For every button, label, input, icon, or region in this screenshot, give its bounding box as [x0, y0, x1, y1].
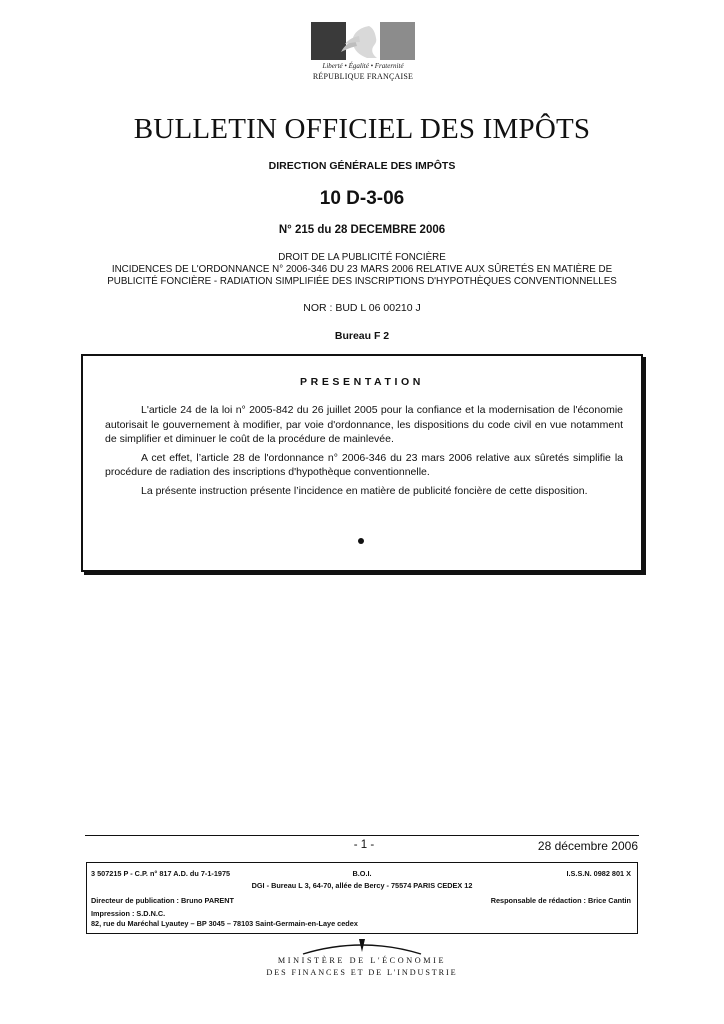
imprint-address: DGI - Bureau L 3, 64-70, allée de Bercy - 75574 PARIS CEDEX 12 — [251, 881, 473, 890]
ministry-line-1: MINISTÈRE DE L'ÉCONOMIE — [277, 956, 447, 965]
presentation-paragraph: La présente instruction présente l’incidence en matière de publicité foncière de cette disposition. — [141, 484, 588, 497]
bureau-label: Bureau F 2 — [334, 330, 390, 342]
issue-number: N° 215 du 28 DECEMBRE 2006 — [278, 224, 446, 236]
marianne-profile-icon — [311, 22, 415, 60]
subject-line-2: INCIDENCES DE L'ORDONNANCE N° 2006-346 DU 23 MARS 2006 RELATIVE AUX SÛRETÉS EN MATIÈRE DE — [111, 264, 613, 275]
presentation-paragraph: L'article 24 de la loi n° 2005-842 du 26 juillet 2005 pour la confiance et la modernisation de l'économie autorisait le gouvernement à modifier, par voie d'ordonnance, les dispositions du code civil en vue notamment de simplifier et diminuer le coût de la procédure de mainlevée. — [105, 404, 623, 446]
imprint-cppap: 3 507215 P - C.P. n° 817 A.D. du 7-1-1975 — [91, 869, 231, 878]
logo-motto: Liberté • Égalité • Fraternité — [322, 62, 404, 70]
presentation-title: PRESENTATION — [300, 376, 424, 388]
footer-date: 28 décembre 2006 — [537, 839, 638, 853]
footer-divider — [85, 835, 639, 836]
ministry-arc-icon — [0, 938, 724, 958]
page-number: - 1 - — [353, 839, 375, 851]
subject-line-3: PUBLICITÉ FONCIÈRE - RADIATION SIMPLIFIÉE DES INSCRIPTIONS D'HYPOTHÈQUES CONVENTIONNELLES — [107, 276, 617, 287]
subject-line-1: DROIT DE LA PUBLICITÉ FONCIÈRE — [278, 252, 446, 263]
ministry-logo — [0, 938, 724, 988]
imprint-printer-address: 82, rue du Maréchal Lyautey – BP 3045 – 78103 Saint-Germain-en-Laye cedex — [91, 919, 358, 928]
logo-republic-text: RÉPUBLIQUE FRANÇAISE — [312, 72, 414, 81]
nor-reference: NOR : BUD L 06 00210 J — [303, 302, 421, 314]
document-reference: 10 D-3-06 — [319, 188, 405, 209]
imprint-printer: Impression : S.D.N.C. — [91, 909, 166, 918]
presentation-paragraph: A cet effet, l’article 28 de l'ordonnance n° 2006-346 du 23 mars 2006 relative aux sûretés simplifie la procédure de radiation des inscriptions d'hypothèque conventionnelle. — [105, 451, 623, 479]
imprint-box — [86, 862, 638, 934]
presentation-box — [81, 354, 643, 572]
ministry-line-2: DES FINANCES ET DE L'INDUSTRIE — [266, 968, 458, 977]
imprint-editor: Responsable de rédaction : Brice Cantin — [490, 896, 631, 905]
marianne-logo — [311, 22, 415, 84]
page-title: BULLETIN OFFICIEL DES IMPÔTS — [133, 113, 591, 145]
direction-label: DIRECTION GÉNÉRALE DES IMPÔTS — [268, 160, 456, 172]
imprint-director: Directeur de publication : Bruno PARENT — [91, 896, 234, 905]
bullet-mark — [358, 538, 364, 544]
imprint-issn: I.S.S.N. 0982 801 X — [566, 869, 631, 878]
imprint-boi: B.O.I. — [352, 869, 372, 878]
presentation-body — [105, 403, 623, 503]
